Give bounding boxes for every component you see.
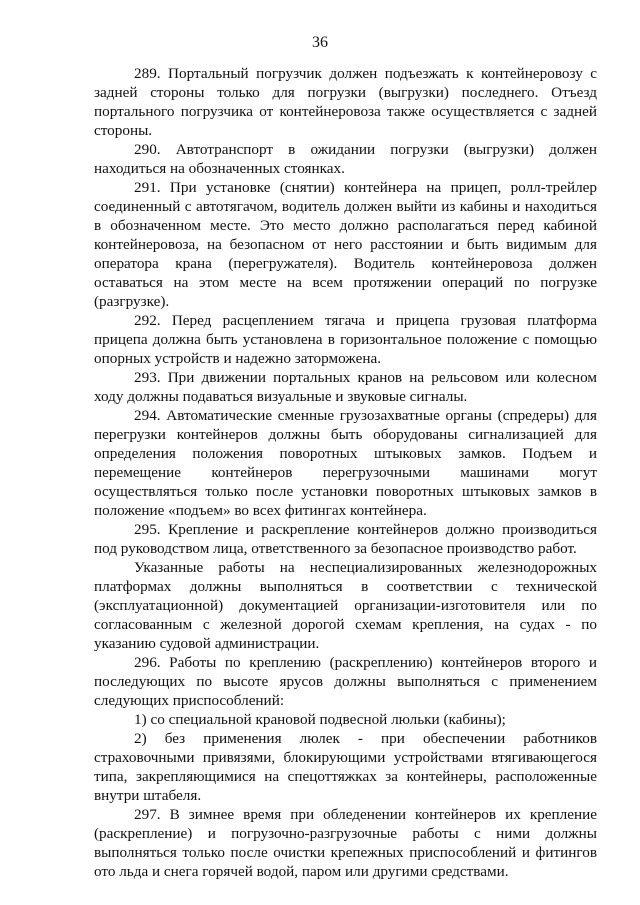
paragraph-295-note: Указанные работы на неспециализированных железнодорожных платформах должны выполняться в соответствии с технической (эксплуатационной) документацией организации-изготовителя или по согласованным с железной дорогой схемам крепления, на судах - по указанию судовой администрации. [94, 559, 597, 652]
paragraph-295: 295. Крепление и раскрепление контейнеров должно производиться под руководством лица, ответственного за безопасное производство работ. [94, 521, 597, 557]
paragraph-294: 294. Автоматические сменные грузозахватные органы (спредеры) для перегрузки контейнеров должны быть оборудованы сигнализацией для определения положения поворотных штыковых замков. Подъем и перемещение контейнеров перегрузочными машинами могут осуществляться только после установки поворотных штыковых замков в положение «подъем» во всех фитингах контейнера. [94, 407, 597, 519]
paragraph-289: 289. Портальный погрузчик должен подъезжать к контейнеровозу с задней стороны только для погрузки (выгрузки) последнего. Отъезд портального погрузчика от контейнеровоза также осуществляется с задней стороны. [94, 65, 597, 139]
paragraph-296-item-2: 2) без применения люлек - при обеспечении работников страховочными привязями, блокирующими устройствами втягивающегося типа, закрепляющимися на спецоттяжках за контейнеры, расположенные внутри штабеля. [94, 730, 597, 804]
document-body [94, 64, 597, 881]
paragraph-292: 292. Перед расцеплением тягача и прицепа грузовая платформа прицепа должна быть установлена в горизонтальное положение с помощью опорных устройств и надежно заторможена. [94, 312, 597, 367]
paragraph-296-item-1: 1) со специальной крановой подвесной люльки (кабины); [134, 711, 506, 728]
page-number: 36 [312, 34, 328, 51]
paragraph-291: 291. При установке (снятии) контейнера на прицеп, ролл-трейлер соединенный с автотягачом, водитель должен выйти из кабины и находиться в обозначенном месте. Это место должно располагаться перед кабиной контейнеровоза, на безопасном от него расстоянии и быть видимым для оператора крана (перегружателя). Водитель контейнеровоза должен оставаться на этом месте на всем протяжении операций по погрузке (разгрузке). [94, 179, 597, 310]
paragraph-290: 290. Автотранспорт в ожидании погрузки (выгрузки) должен находиться на обозначенных стоянках. [94, 141, 597, 177]
paragraph-296: 296. Работы по креплению (раскреплению) контейнеров второго и последующих по высоте ярусов должны выполняться с применением следующих приспособлений: [94, 654, 597, 709]
paragraph-297: 297. В зимнее время при обледенении контейнеров их крепление (раскрепление) и погрузочно-разгрузочные работы с ними должны выполняться только после очистки крепежных приспособлений и фитингов ото льда и снега горячей водой, паром или другими средствами. [94, 806, 597, 880]
paragraph-293: 293. При движении портальных кранов на рельсовом или колесном ходу должны подаваться визуальные и звуковые сигналы. [94, 369, 597, 405]
